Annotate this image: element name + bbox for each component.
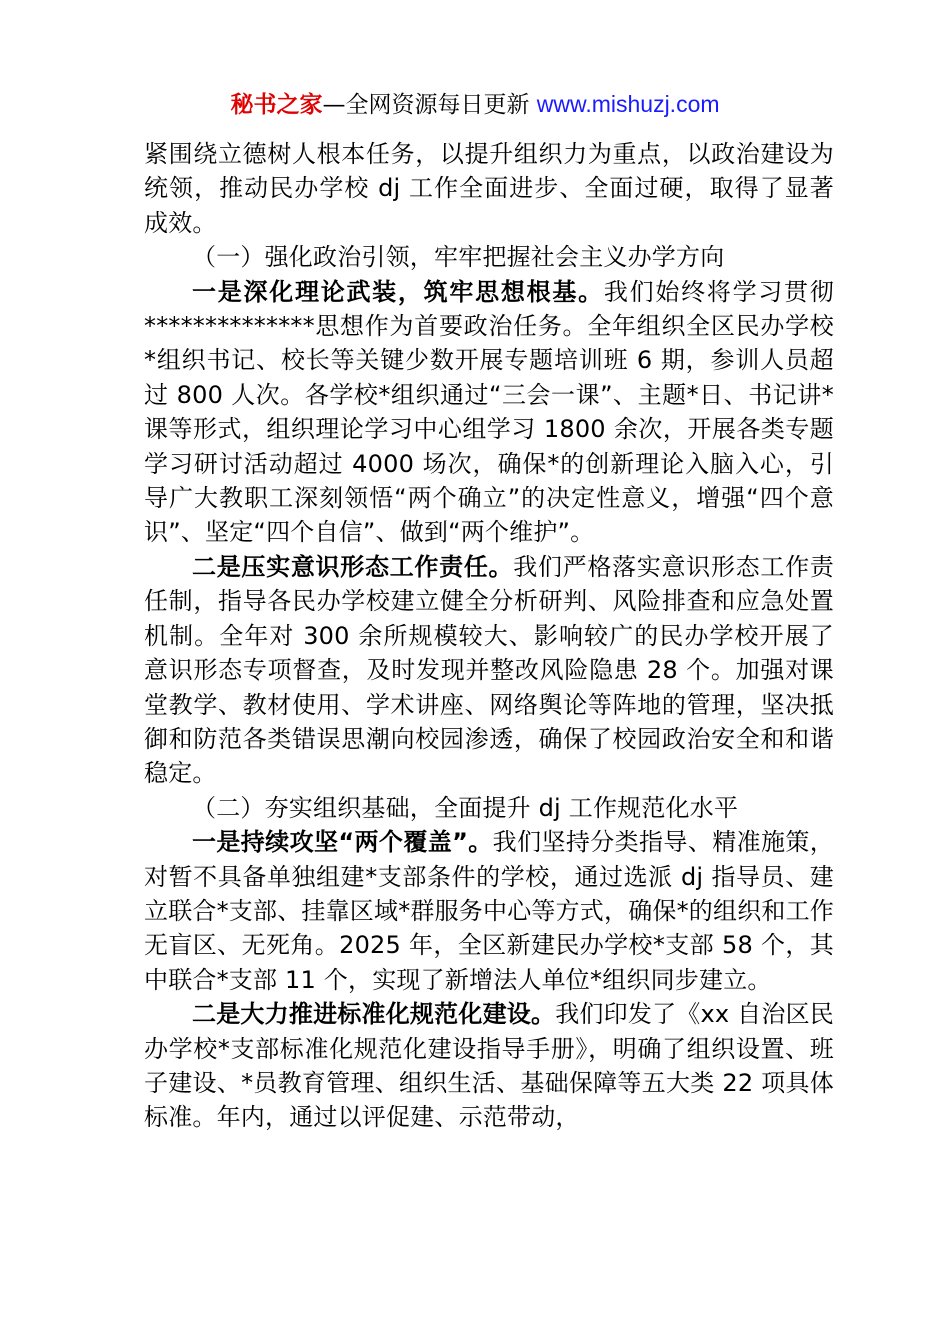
paragraph-theory bbox=[144, 275, 834, 550]
document-body bbox=[144, 137, 834, 1135]
paragraph-lead: 二是大力推进标准化规范化建设。 bbox=[192, 1000, 556, 1029]
heading-text: （二）夯实组织基础，全面提升 dj 工作规范化水平 bbox=[192, 793, 739, 822]
section-heading-1 bbox=[144, 240, 834, 274]
paragraph-intro bbox=[144, 137, 834, 240]
paragraph-text: 我们始终将学习贯彻**************思想作为首要政治任务。全年组织全区民办学校*组织书记、校长等关键少数开展专题培训班 6 期，参训人员超过 800 人次。各学校*组织通过“三会一课”、主题*日、书记讲*课等形式，组织理论学习中心组学习 1800 余次，开展各类专题学习研讨活动超过 4000 场次，确保*的创新理论入脑入心，引导广大教职工深刻领悟“两个确立”的决定性意义，增强“四个意识”、坚定“四个自信”、做到“两个维护”。 bbox=[144, 277, 834, 547]
header-dash: — bbox=[322, 92, 346, 118]
site-header bbox=[0, 88, 950, 121]
paragraph-lead: 二是压实意识形态工作责任。 bbox=[192, 552, 514, 581]
paragraph-ideology bbox=[144, 550, 834, 791]
paragraph-text: 我们坚持分类指导、精准施策，对暂不具备单独组建*支部条件的学校，通过选派 dj 指导员、建立联合*支部、挂靠区域*群服务中心等方式，确保*的组织和工作无盲区、无死角。2025 年，全区新建民办学校*支部 58 个，其中联合*支部 11 个，实现了新增法人单位*组织同步建立。 bbox=[144, 828, 834, 994]
section-heading-2 bbox=[144, 791, 834, 825]
paragraph-coverage bbox=[144, 825, 834, 997]
header-tagline: 全网资源每日更新 bbox=[345, 92, 530, 118]
paragraph-lead: 一是深化理论武装，筑牢思想根基。 bbox=[192, 277, 604, 306]
brand-name: 秘书之家 bbox=[230, 92, 323, 118]
paragraph-text: 紧围绕立德树人根本任务，以提升组织力为重点，以政治建设为统领，推动民办学校 dj 工作全面进步、全面过硬，取得了显著成效。 bbox=[144, 140, 834, 237]
paragraph-standardization bbox=[144, 997, 834, 1135]
paragraph-text: 我们严格落实意识形态工作责任制，指导各民办学校建立健全分析研判、风险排查和应急处置机制。全年对 300 余所规模较大、影响较广的民办学校开展了意识形态专项督查，及时发现并整改风险隐患 28 个。加强对课堂教学、教材使用、学术讲座、网络舆论等阵地的管理，坚决抵御和防范各类错误思潮向校园渗透，确保了校园政治安全和和谐稳定。 bbox=[144, 552, 834, 788]
paragraph-text: 我们印发了《xx 自治区民办学校*支部标准化规范化建设指导手册》，明确了组织设置、班子建设、*员教育管理、组织生活、基础保障等五大类 22 项具体标准。年内，通过以评促建、示范带动， bbox=[144, 1000, 834, 1132]
site-url-link[interactable]: www.mishuzj.com bbox=[536, 91, 720, 117]
heading-text: （一）强化政治引领，牢牢把握社会主义办学方向 bbox=[192, 243, 725, 272]
paragraph-lead: 一是持续攻坚“两个覆盖”。 bbox=[192, 828, 493, 857]
